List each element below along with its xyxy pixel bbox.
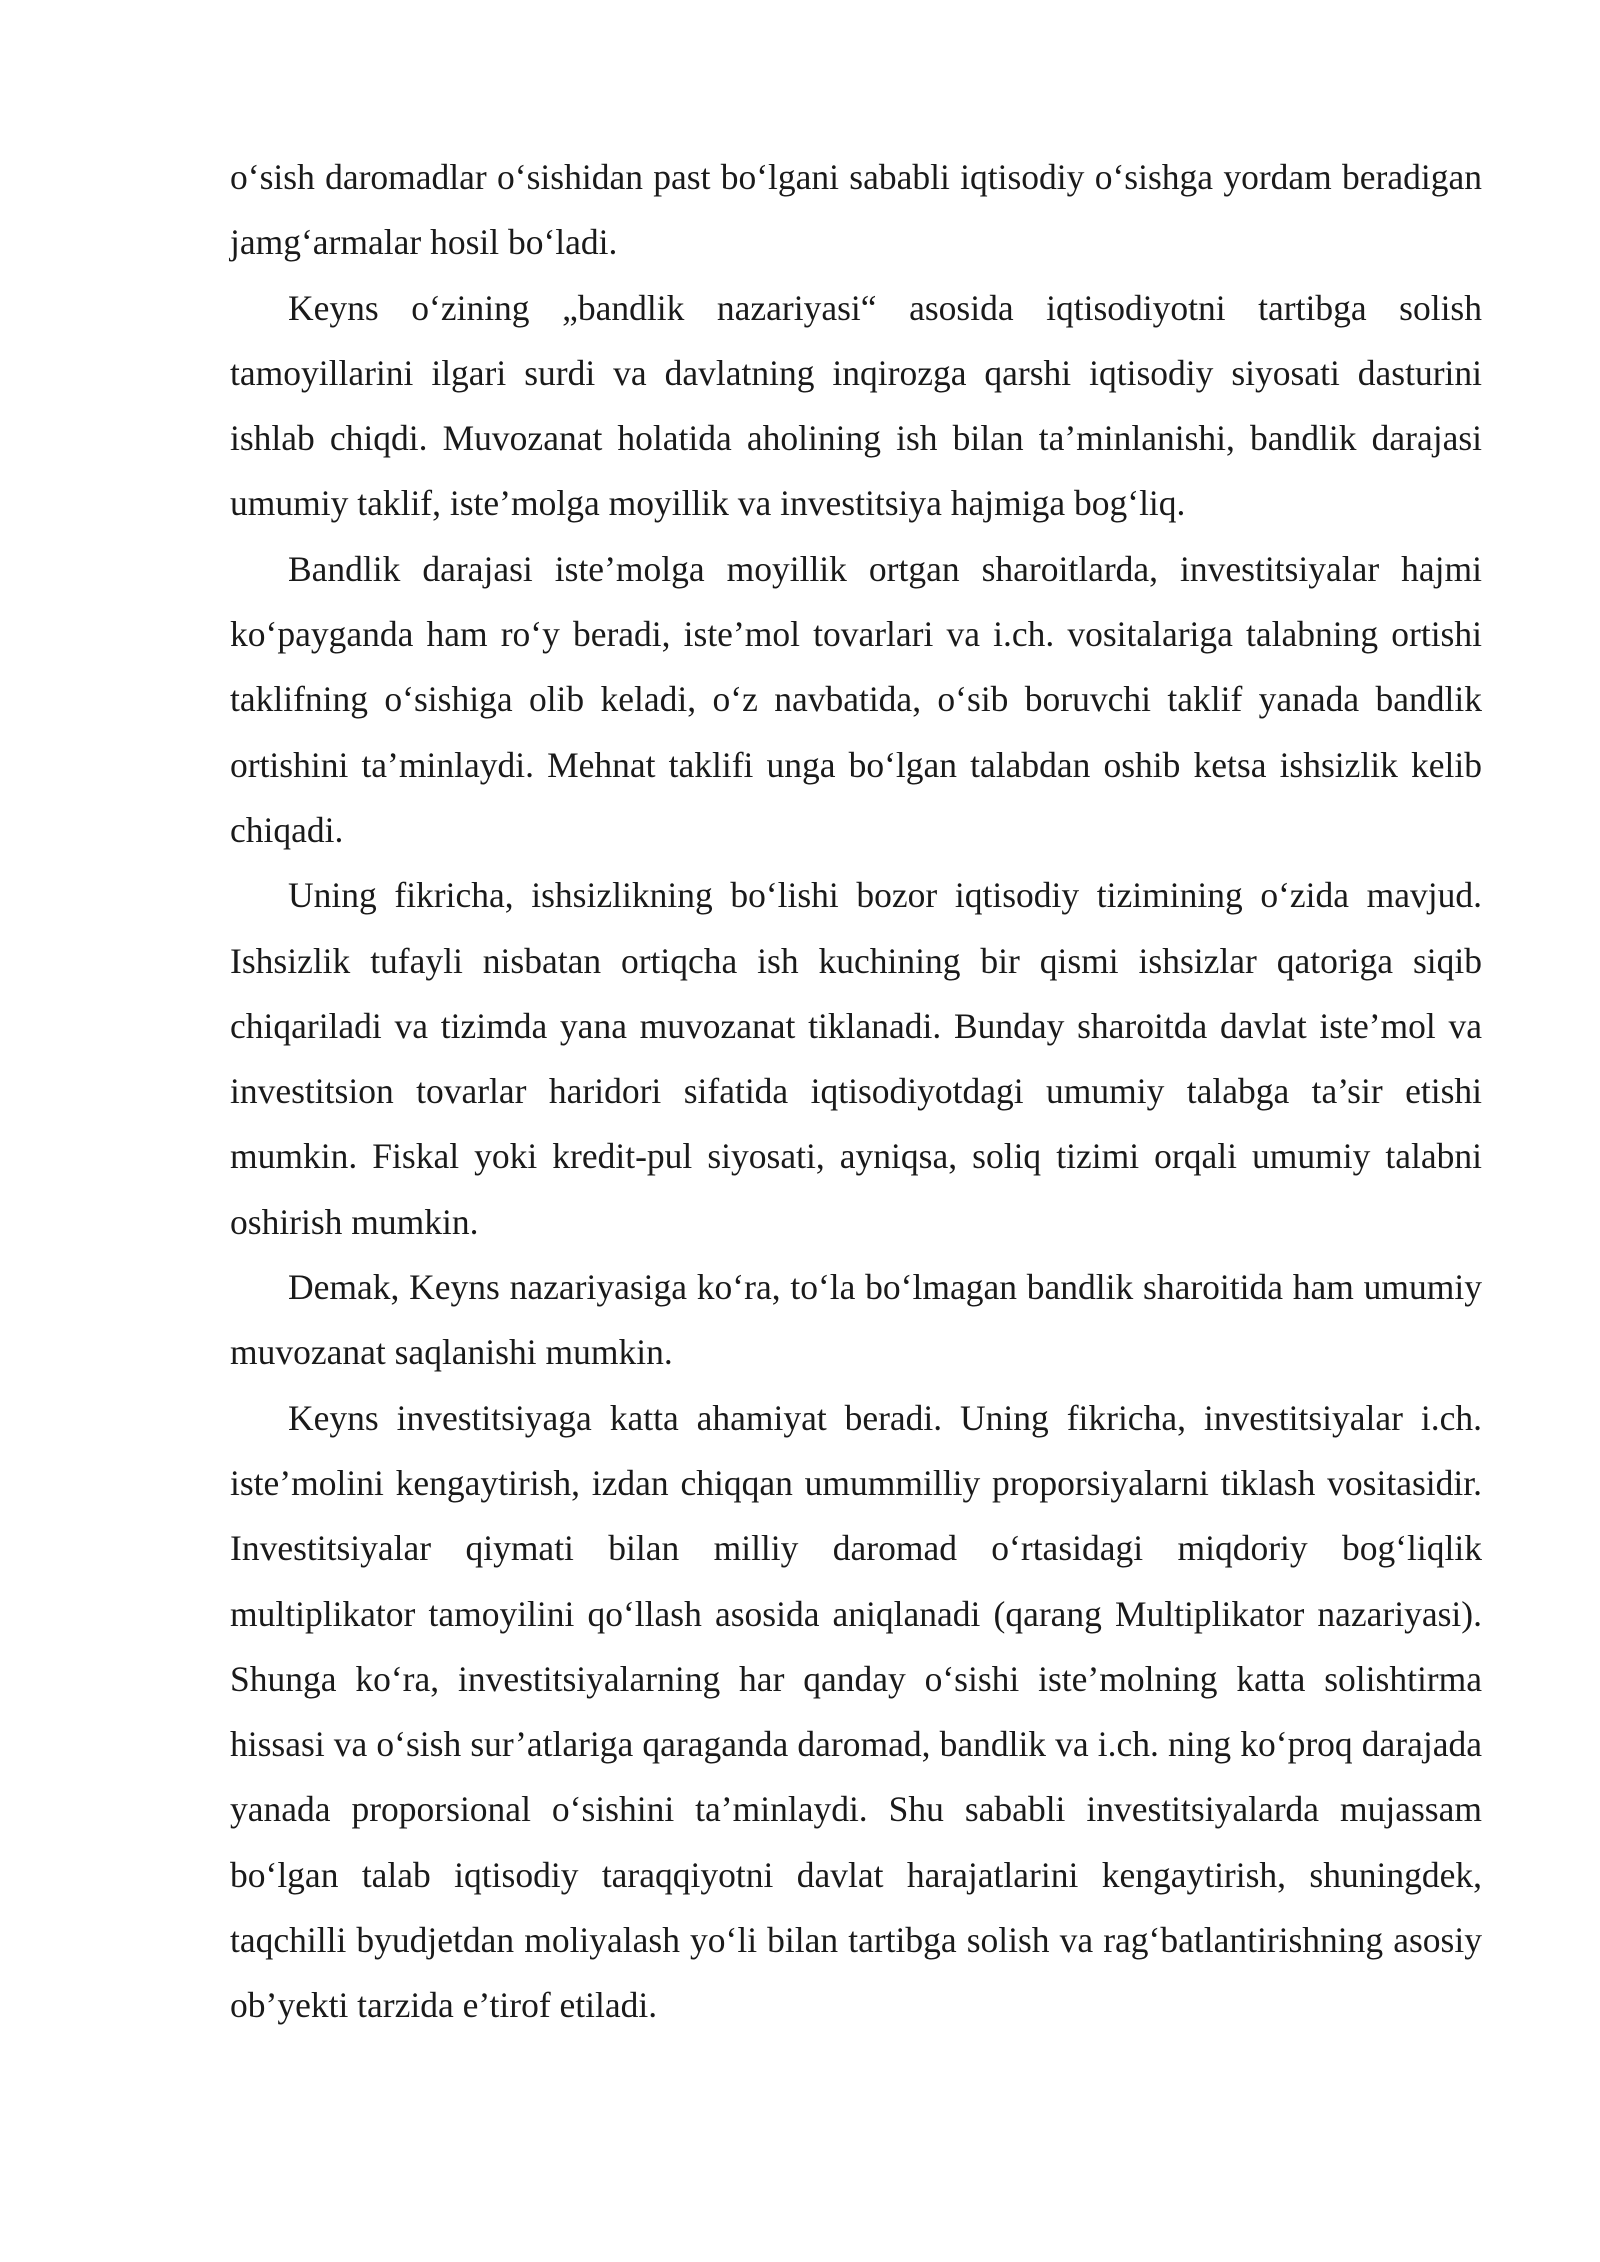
paragraph-continuation: o‘sish daromadlar o‘sishidan past bo‘lgani sababli iqtisodiy o‘sishga yordam beradigan jamg‘armalar hosil bo‘ladi. [230, 157, 1482, 263]
paragraph-bandlik-darajasi: Bandlik darajasi iste’molga moyillik ortgan sharoitlarda, investitsiyalar hajmi ko‘payganda ham ro‘y beradi, iste’mol tovarlari va i.ch. vositalariga talabning ortishi taklifning o‘sishiga olib keladi, o‘z navbatida, o‘sib boruvchi taklif yanada bandlik ortishini ta’minlaydi. Mehnat taklifi unga bo‘lgan talabdan oshib ketsa ishsizlik kelib chiqadi. [230, 548, 1482, 850]
paragraph-investitsiya: Keyns investitsiyaga katta ahamiyat beradi. Uning fikricha, investitsiyalar i.ch. iste’molini kengaytirish, izdan chiqqan umummilliy proporsiyalarni tiklash vositasidir. Investitsiyalar qiymati bilan milliy daromad o‘rtasidagi miqdoriy bog‘liqlik multiplikator tamoyilini qo‘llash asosida aniqlanadi (qarang Multiplikator nazariyasi). Shunga ko‘ra, investitsiyalarning har qanday o‘sishi iste’molning katta solishtirma hissasi va o‘sish sur’atlariga qaraganda daromad, bandlik va i.ch. ning ko‘proq darajada yanada proporsional o‘sishini ta’minlaydi. Shu sababli investitsiyalarda mujassam bo‘lgan talab iqtisodiy taraqqiyotni davlat harajatlarini kengaytirish, shuningdek, taqchilli byudjetdan moliyalash yo‘li bilan tartibga solish va rag‘batlantirishning asosiy ob’yekti tarzida e’tirof etiladi. [230, 1397, 1482, 2026]
paragraph-ishsizlik: Uning fikricha, ishsizlikning bo‘lishi bozor iqtisodiy tizimining o‘zida mavjud. Ishsizlik tufayli nisbatan ortiqcha ish kuchining bir qismi ishsizlar qatoriga siqib chiqariladi va tizimda yana muvozanat tiklanadi. Bunday sharoitda davlat iste’mol va investitsion tovarlar haridori sifatida iqtisodiyotdagi umumiy talabga ta’sir etishi mumkin. Fiskal yoki kredit-pul siyosati, ayniqsa, soliq tizimi orqali umumiy talabni oshirish mumkin. [230, 875, 1482, 1242]
paragraph-demak: Demak, Keyns nazariyasiga ko‘ra, to‘la bo‘lmagan bandlik sharoitida ham umumiy muvozanat saqlanishi mumkin. [230, 1267, 1482, 1373]
paragraph-keyns-bandlik-nazariyasi: Keyns o‘zining „bandlik nazariyasi“ asosida iqtisodiyotni tartibga solish tamoyillarini ilgari surdi va davlatning inqirozga qarshi iqtisodiy siyosati dasturini ishlab chiqdi. Muvozanat holatida aholining ish bilan ta’minlanishi, bandlik darajasi umumiy taklif, iste’molga moyillik va investitsiya hajmiga bog‘liq. [230, 287, 1482, 524]
document-body [230, 145, 1482, 2039]
